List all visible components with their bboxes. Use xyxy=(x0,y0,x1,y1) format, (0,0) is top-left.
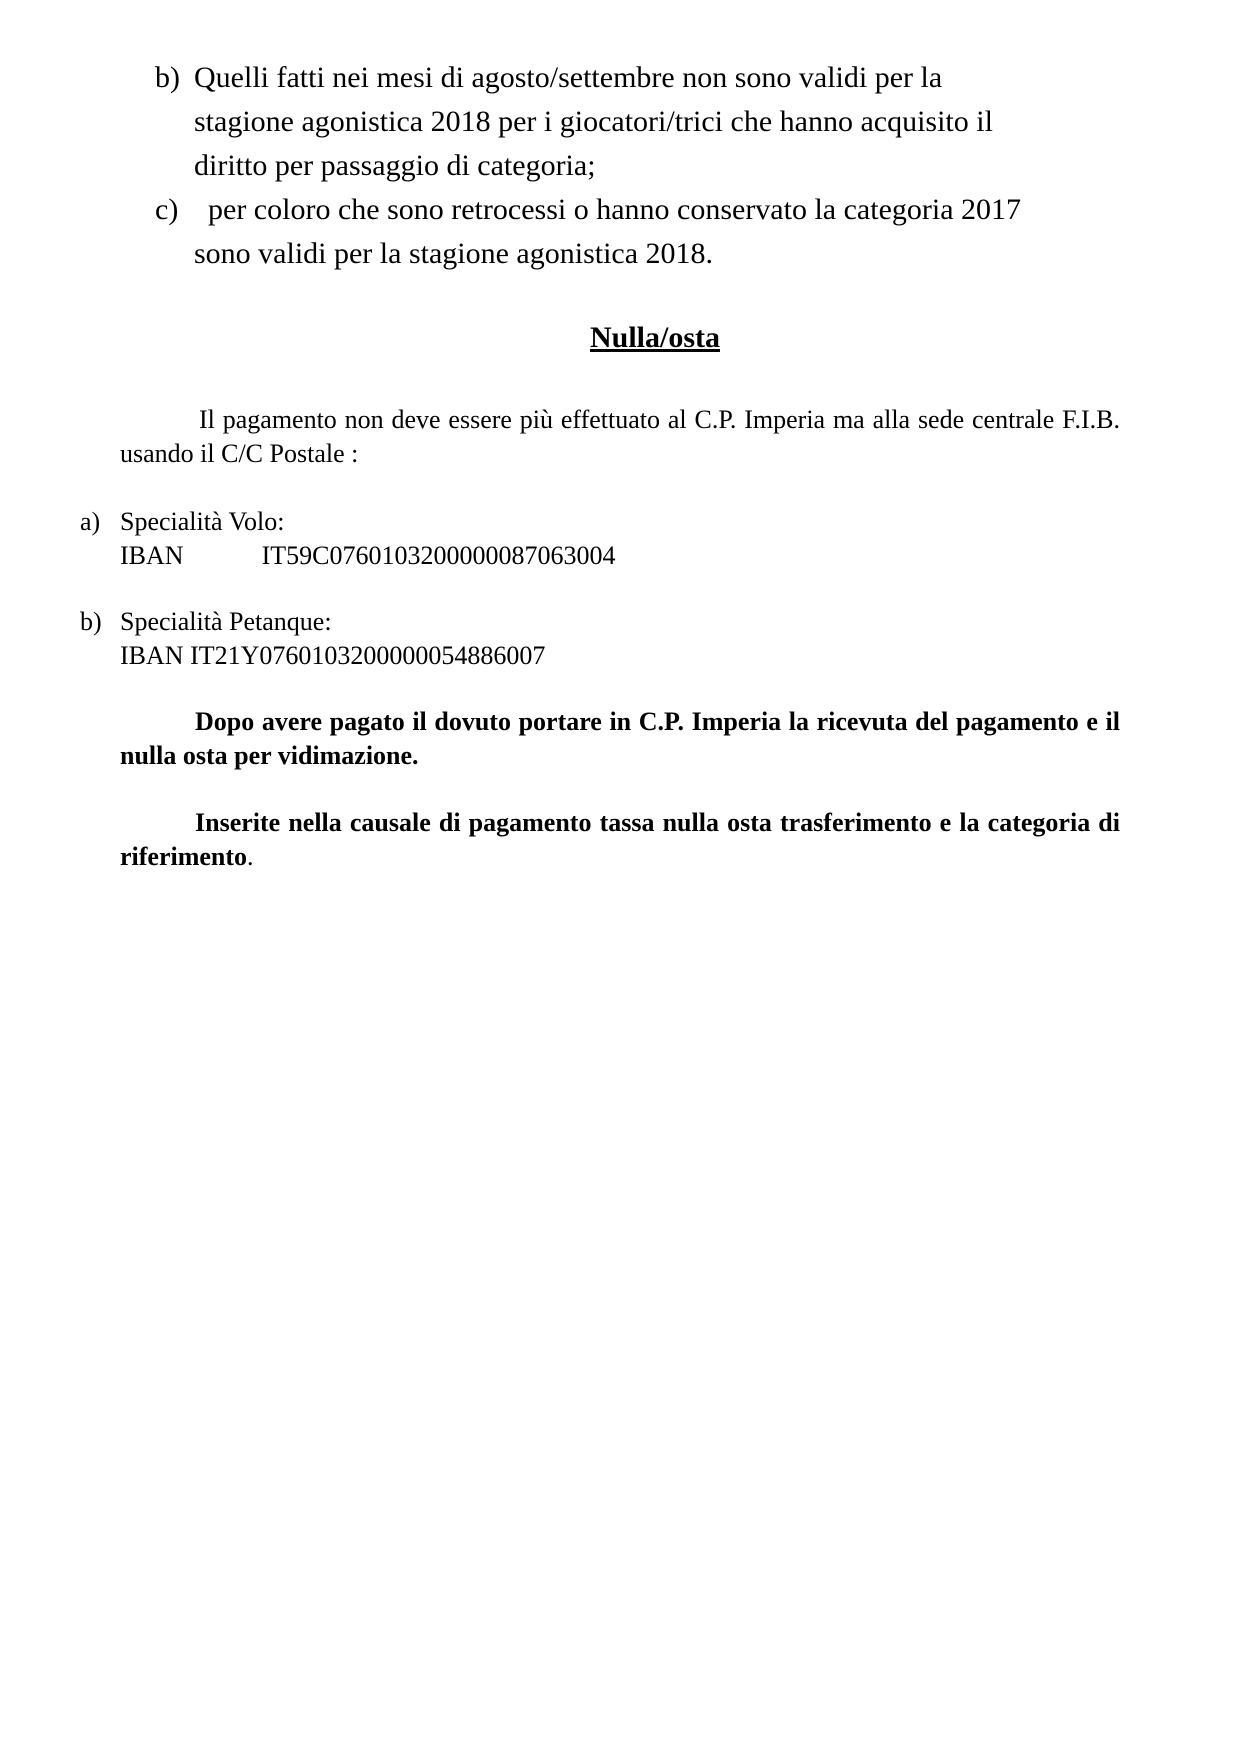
list-marker: b) xyxy=(155,61,180,94)
list-item-line: stagione agonistica 2018 per i giocatori/trici che hanno acquisito il xyxy=(194,105,993,138)
account-label-line xyxy=(80,505,980,539)
intro-paragraph: Il pagamento non deve essere più effettuato al C.P. Imperia ma alla sede centrale F.I.B. usando il C/C Postale : xyxy=(120,405,1120,468)
list-item-line xyxy=(194,188,1135,232)
causale-note-text: Inserite nella causale di pagamento tassa nulla osta trasferimento e la categoria di riferimento xyxy=(120,808,1120,871)
account-label-line xyxy=(80,605,980,639)
section-heading-text: Nulla/osta xyxy=(589,321,721,354)
account-marker: a) xyxy=(80,507,101,536)
account-petanque xyxy=(80,605,980,673)
list-marker: c) xyxy=(155,193,179,226)
iban-prefix: IBAN xyxy=(120,541,184,570)
payment-note: Dopo avere pagato il dovuto portare in C.P. Imperia la ricevuta del pagamento e il nulla osta per vidimazione. xyxy=(120,707,1120,770)
list-item-c xyxy=(155,188,1135,276)
causale-note-period: . xyxy=(247,842,254,871)
list-item-line-text: per coloro che sono retrocessi o hanno conservato la categoria 2017 xyxy=(208,193,1022,226)
iban-line xyxy=(80,639,980,673)
account-label: Specialità Volo: xyxy=(120,507,285,536)
list-item-line: diritto per passaggio di categoria; xyxy=(194,149,596,182)
iban-prefix: IBAN xyxy=(120,641,184,670)
iban-value: IT59C0760103200000087063004 xyxy=(261,541,616,570)
list-item-line: Quelli fatti nei mesi di agosto/settembre non sono validi per la xyxy=(194,61,943,94)
section-heading xyxy=(0,318,1240,358)
account-volo xyxy=(80,505,980,573)
top-list xyxy=(155,56,1135,276)
list-item-line: sono validi per la stagione agonistica 2018. xyxy=(194,237,714,270)
iban-line xyxy=(80,539,980,573)
account-marker: b) xyxy=(80,607,102,636)
account-label: Specialità Petanque: xyxy=(120,607,332,636)
iban-value: IT21Y0760103200000054886007 xyxy=(190,641,546,670)
causale-note xyxy=(120,806,1120,874)
list-item-b xyxy=(155,56,1135,188)
